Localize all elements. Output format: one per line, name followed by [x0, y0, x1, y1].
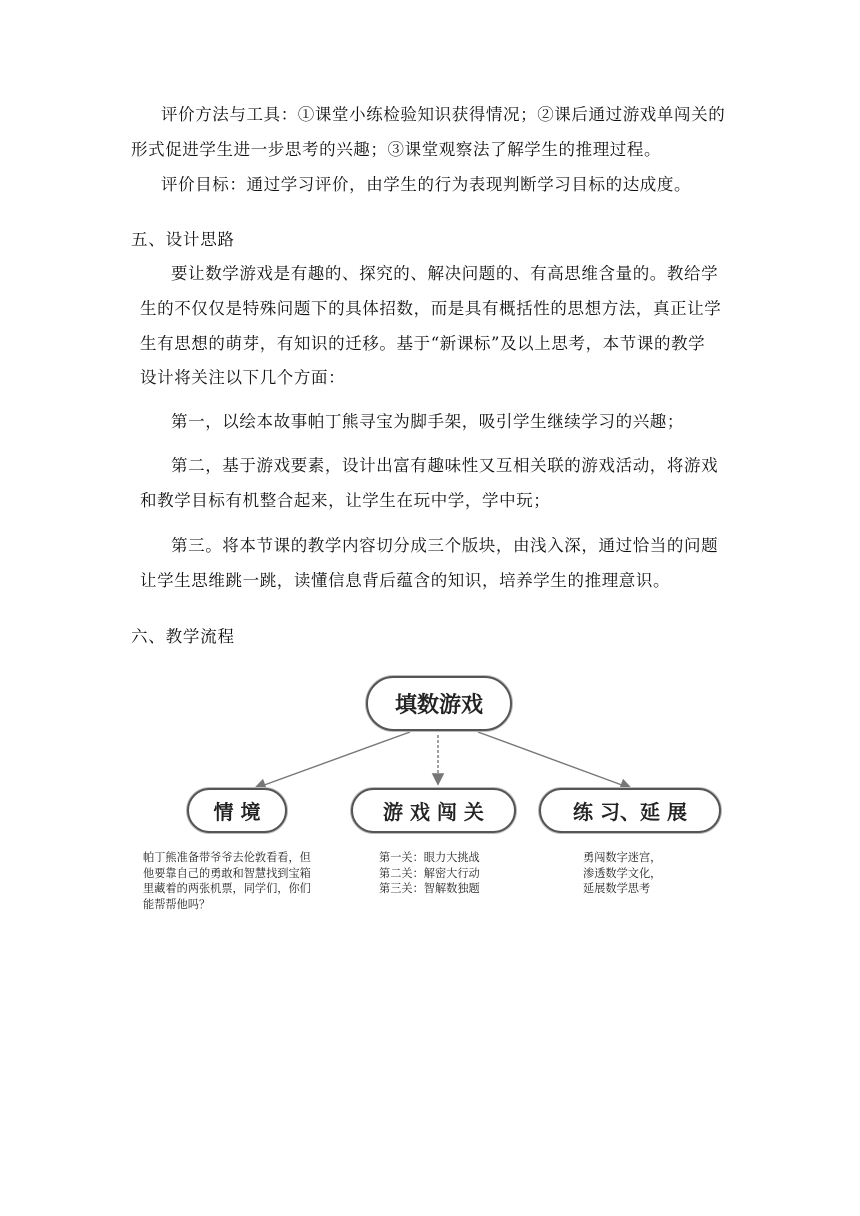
design-point-2-line-1: 第二，基于游戏要素，设计出富有趣味性又互相关联的游戏活动，将游戏 [171, 456, 719, 475]
design-point-3-line-1: 第三。将本节课的教学内容切分成三个版块，由浅入深，通过恰当的问题 [171, 536, 719, 555]
flow-node-game-levels-label: 游 戏 闯 关 [383, 800, 484, 824]
design-point-2-line-2: 和教学目标有机整合起来，让学生在玩中学，学中玩； [140, 491, 551, 510]
flow-node-game-levels [351, 788, 516, 833]
section-heading-design-ideas: 五、设计思路 [131, 230, 235, 249]
flow-node-situation [187, 788, 287, 833]
design-paragraph-line-4: 设计将关注以下几个方面： [140, 368, 346, 387]
flow-node-practice [539, 788, 721, 833]
evaluation-methods-line-1: 评价方法与工具：①课堂小练检验知识获得情况；②课后通过游戏单闯关的 [161, 105, 726, 124]
flow-desc-game-levels: 第一关：眼力大挑战 第二关：解密大行动 第三关：智解数独题 [379, 851, 480, 895]
section-heading-teaching-flow: 六、教学流程 [131, 627, 235, 646]
flow-desc-practice: 勇闯数字迷宫， 渗透数学文化， 延展数学思考 [583, 851, 662, 895]
evaluation-goal: 评价目标：通过学习评价，由学生的行为表现判断学习目标的达成度。 [161, 175, 692, 194]
design-paragraph-line-3: 生有思想的萌芽，有知识的迁移。基于“新课标”及以上思考，本节课的教学 [140, 334, 706, 353]
design-paragraph-line-1: 要让数学游戏是有趣的、探究的、解决问题的、有高思维含量的。教给学 [171, 264, 719, 283]
arrow-to-situation [256, 732, 410, 788]
design-point-3-line-2: 让学生思维跳一跳，读懂信息背后蕴含的知识，培养学生的推理意识。 [140, 571, 671, 590]
arrow-to-practice [478, 732, 630, 788]
design-point-1: 第一，以绘本故事帕丁熊寻宝为脚手架，吸引学生继续学习的兴趣； [171, 412, 684, 431]
flow-root-node [366, 676, 512, 731]
flow-root-label: 填数游戏 [394, 693, 483, 718]
flow-node-situation-label: 情 境 [213, 800, 261, 824]
evaluation-methods-line-2: 形式促进学生进一步思考的兴趣；③课堂观察法了解学生的推理过程。 [131, 140, 662, 159]
flow-node-practice-label: 练 习、延 展 [573, 800, 687, 824]
design-paragraph-line-2: 生的不仅仅是特殊问题下的具体招数，而是具有概括性的思想方法，真正让学 [140, 299, 722, 318]
flow-desc-situation: 帕丁熊准备带爷爷去伦敦看看，但 他要靠自己的勇敢和智慧找到宝箱 里藏着的两张机票，同学们，你们 能帮帮他吗？ [143, 851, 311, 911]
